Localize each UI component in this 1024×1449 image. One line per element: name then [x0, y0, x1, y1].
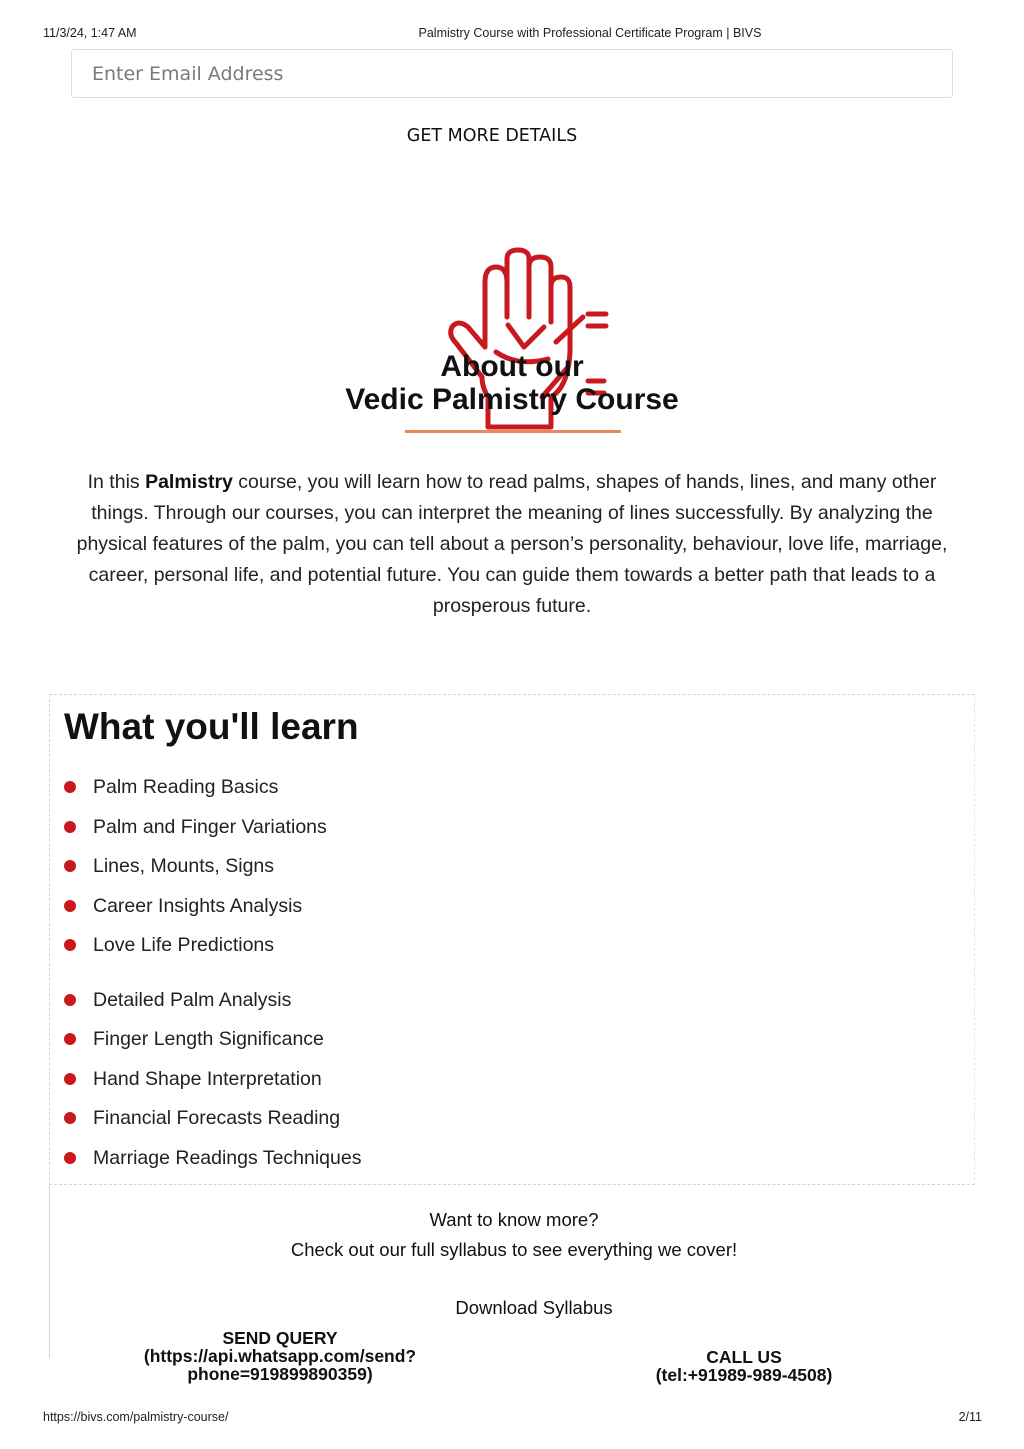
- list-item: [64, 1144, 361, 1172]
- download-syllabus-link[interactable]: Download Syllabus: [455, 1297, 613, 1318]
- list-item: [64, 986, 291, 1014]
- about-title: [0, 350, 1024, 416]
- bullet-dot-icon: [64, 939, 76, 951]
- list-item-label: Lines, Mounts, Signs: [93, 855, 275, 877]
- bullet-dot-icon: [64, 1073, 76, 1085]
- learn-title: What you'll learn: [64, 706, 359, 747]
- list-item-label: Detailed Palm Analysis: [93, 989, 292, 1011]
- about-intro: [62, 467, 962, 622]
- bullet-dot-icon: [64, 860, 76, 872]
- list-item: [64, 1025, 324, 1053]
- print-url: https://bivs.com/palmistry-course/: [43, 1410, 229, 1424]
- bullet-dot-icon: [64, 900, 76, 912]
- bullet-dot-icon: [64, 994, 76, 1006]
- email-input[interactable]: [71, 49, 953, 98]
- list-item-label: Palm and Finger Variations: [93, 816, 327, 838]
- title-underline: [405, 430, 621, 433]
- list-item-label: Marriage Readings Techniques: [93, 1147, 362, 1169]
- page-number: 2/11: [958, 1410, 982, 1424]
- list-item: [64, 813, 327, 841]
- bullet-dot-icon: [64, 1112, 76, 1124]
- list-item-label: Palm Reading Basics: [93, 776, 279, 798]
- list-item: [64, 931, 274, 959]
- print-datetime: 11/3/24, 1:47 AM: [43, 26, 137, 40]
- list-item-label: Finger Length Significance: [93, 1028, 324, 1050]
- list-item-label: Hand Shape Interpretation: [93, 1068, 322, 1090]
- call-us-url: (tel:+91989-989-4508): [655, 1365, 833, 1385]
- print-footer: [0, 1410, 1024, 1426]
- list-item-label: Love Life Predictions: [93, 934, 275, 956]
- send-query-link[interactable]: [130, 1329, 430, 1383]
- call-us-label: CALL US: [706, 1347, 782, 1367]
- bullet-dot-icon: [64, 1033, 76, 1045]
- get-more-details-button[interactable]: GET MORE DETAILS: [0, 126, 984, 146]
- send-query-label: SEND QUERY: [222, 1328, 338, 1348]
- bullet-dot-icon: [64, 1152, 76, 1164]
- more-subtitle: Check out our full syllabus to see everything we cover!: [290, 1239, 738, 1260]
- send-query-url-2: phone=919899890359): [187, 1364, 373, 1384]
- intro-text: course, you will learn how to read palms, shapes of hands, lines, and many other things. Through our courses, you can interpret the meaning of lines successfully. By analyzing the physical features of the palm, you can tell about a person’s personality, behaviour, love life, marriage, career, personal life, and potential future. You can guide them towards a better path that leads to a prosperous future.: [76, 471, 948, 617]
- print-header: [0, 26, 1024, 42]
- bullet-dot-icon: [64, 821, 76, 833]
- list-item-label: Financial Forecasts Reading: [93, 1107, 341, 1129]
- print-page-title: Palmistry Course with Professional Certificate Program | BIVS: [418, 26, 762, 40]
- more-question: Want to know more?: [429, 1209, 599, 1230]
- list-item: [64, 773, 278, 801]
- about-title-line2: Vedic Palmistry Course: [345, 383, 679, 416]
- list-item: [64, 852, 274, 880]
- intro-bold: Palmistry: [145, 471, 233, 493]
- call-us-link[interactable]: [594, 1348, 894, 1384]
- list-item: [64, 1104, 340, 1132]
- send-query-url-1: (https://api.whatsapp.com/send?: [143, 1346, 417, 1366]
- bullet-dot-icon: [64, 781, 76, 793]
- list-item-label: Career Insights Analysis: [93, 895, 303, 917]
- list-item: [64, 892, 302, 920]
- intro-prefix: In this: [87, 471, 146, 493]
- about-title-line1: About our: [440, 350, 584, 383]
- list-item: [64, 1065, 322, 1093]
